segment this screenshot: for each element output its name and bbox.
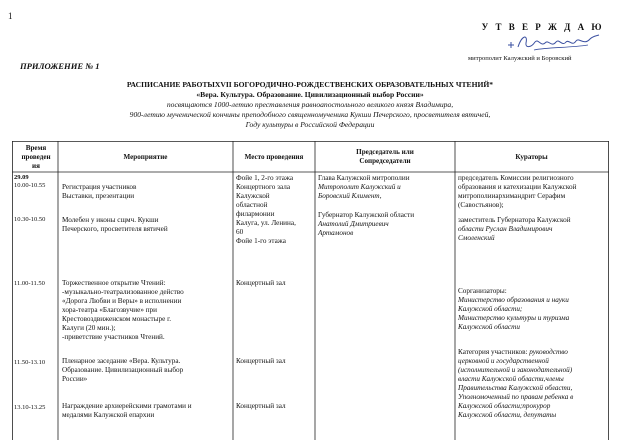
dedication-line-3: Году культуры в Российской Федерации bbox=[245, 120, 375, 129]
header-curators: Кураторы bbox=[515, 153, 548, 161]
curator-cell: председатель Комиссии религиозного образования и катехизации Калужской митрополииархимандрит Серафим (Савостьянов); bbox=[458, 174, 577, 209]
time-cell: 13.10-13.25 bbox=[14, 404, 46, 411]
header-place: Место проведения bbox=[244, 153, 304, 161]
curator-cell: Сорганизаторы: Министерство образования и науки Калужской области; Министерство культуры и туризма Калужской области bbox=[458, 287, 570, 331]
time-cell: 11.00-11.50 bbox=[14, 280, 45, 287]
time-cell: 11.50-13.10 bbox=[14, 359, 46, 366]
event-cell: Пленарное заседание «Вера. Культура. Образование. Цивилизационный выбор России» bbox=[62, 357, 184, 383]
signature-icon bbox=[504, 30, 602, 54]
dedication-line-2: 900-летию мученической кончины преподобного священномученика Кукши Печерского, просветителя вятичей, bbox=[129, 110, 491, 119]
event-cell: Торжественное открытие Чтений: -музыкально-театрализованное действо «Дорога Любви и Веры» в исполнении хора-театра «Благозвучие» при Крестовоздвиженском монастыре г. Калуги (20 мин.); -приветствие участников Чтений. bbox=[62, 279, 184, 341]
curator-cell: заместитель Губернатора Калужской области Руслан Владимирович Смоленский bbox=[458, 216, 571, 242]
header-chair: Председатель или Сопредседатели bbox=[356, 148, 414, 165]
place-cell: Концертный зал bbox=[236, 357, 286, 365]
header-time: Время проведен ия bbox=[21, 144, 51, 170]
dedication-line-1: посвящаются 1000-летию преставления равноапостольного великого князя Владимира, bbox=[166, 100, 454, 109]
date-cell: 29.09 bbox=[14, 174, 29, 181]
header-event: Мероприятие bbox=[123, 153, 168, 161]
event-cell: Регистрация участников Выставки, презентации bbox=[62, 183, 137, 200]
chair-cell: Глава Калужской митрополии Митрополит Калужский и Боровский Климент, bbox=[318, 174, 410, 200]
approval-heading: У Т В Е Р Ж Д А Ю bbox=[481, 22, 604, 32]
document-title: РАСПИСАНИЕ РАБОТЫXVII БОГОРОДИЧНО-РОЖДЕСТВЕНСКИХ ОБРАЗОВАТЕЛЬНЫХ ЧТЕНИЙ* bbox=[126, 80, 494, 89]
event-cell: Награждение архиерейскими грамотами и медалями Калужской епархии bbox=[62, 402, 192, 419]
approval-signatory: митрополит Калужский и Боровский bbox=[468, 55, 572, 62]
time-cell: 10.00-10.55 bbox=[14, 182, 46, 189]
page-number: 1 bbox=[8, 11, 13, 21]
curator-cell: Категория участников: руководство церковной и государственной (исполнительной и законодательной) власти Калужской области,члены Правительства Калужской области, Уполномоченный по правам ребенка в Калужской области;прокурор Калужской области, депутаты bbox=[458, 348, 574, 419]
chair-cell: Губернатор Калужской области Анатолий Дмитриевич Артамонов bbox=[318, 211, 415, 237]
place-cell: Концертный зал bbox=[236, 402, 286, 410]
time-cell: 10.30-10.50 bbox=[14, 216, 46, 223]
document-subtitle: «Вера. Культура. Образование. Цивилизационный выбор России» bbox=[196, 90, 424, 99]
place-cell: Концертный зал bbox=[236, 279, 286, 287]
appendix-label: ПРИЛОЖЕНИЕ № 1 bbox=[20, 61, 100, 71]
place-cell: Фойе 1, 2-го этажа Концертного зала Калужской областной филармонии Калуга, ул. Ленина, 60 Фойе 1-го этажа bbox=[236, 174, 296, 245]
event-cell: Молебен у иконы сщмч. Кукши Печерского, просветителя вятичей bbox=[62, 216, 168, 233]
